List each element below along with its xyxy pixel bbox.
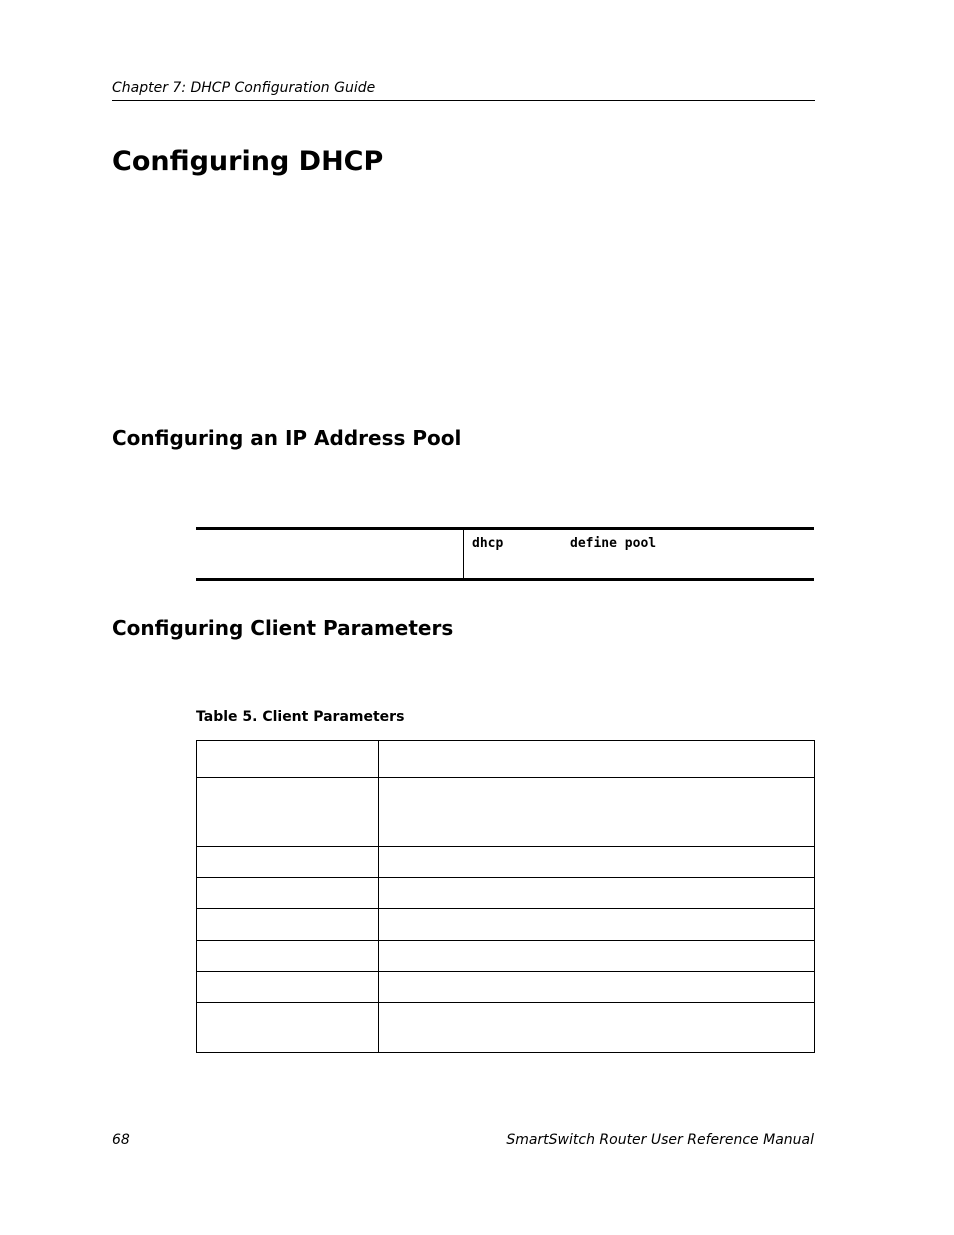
table-cell (379, 909, 815, 941)
table-cell (197, 909, 379, 941)
command-table-divider (463, 530, 464, 578)
command-keyword: dhcp (472, 536, 504, 551)
table-cell (379, 778, 815, 847)
table-cell (197, 741, 379, 778)
command-argument: define pool (570, 536, 657, 551)
table-cell (379, 972, 815, 1003)
command-table (196, 527, 814, 581)
table-row (197, 1003, 815, 1053)
page-number: 68 (112, 1132, 130, 1148)
table-cell (197, 878, 379, 909)
table-row (197, 941, 815, 972)
header-rule (112, 100, 815, 101)
table-cell (197, 847, 379, 878)
section-heading-ip-address-pool: Configuring an IP Address Pool (112, 426, 462, 450)
section-heading-client-parameters: Configuring Client Parameters (112, 616, 454, 640)
table-cell (379, 847, 815, 878)
table-row (197, 847, 815, 878)
table-row (197, 972, 815, 1003)
table-row (197, 878, 815, 909)
table-cell (379, 1003, 815, 1053)
client-parameters-table (196, 740, 815, 1053)
running-header: Chapter 7: DHCP Configuration Guide (112, 80, 376, 96)
table-row (197, 909, 815, 941)
page-title: Configuring DHCP (112, 146, 384, 177)
table-row (197, 778, 815, 847)
table-row (197, 741, 815, 778)
table-cell (197, 1003, 379, 1053)
table-cell (379, 878, 815, 909)
table-cell (197, 972, 379, 1003)
table-cell (197, 778, 379, 847)
table-cell (379, 741, 815, 778)
table-cell (197, 941, 379, 972)
table-cell (379, 941, 815, 972)
manual-title: SmartSwitch Router User Reference Manual (506, 1132, 814, 1148)
table-caption: Table 5. Client Parameters (196, 709, 405, 725)
